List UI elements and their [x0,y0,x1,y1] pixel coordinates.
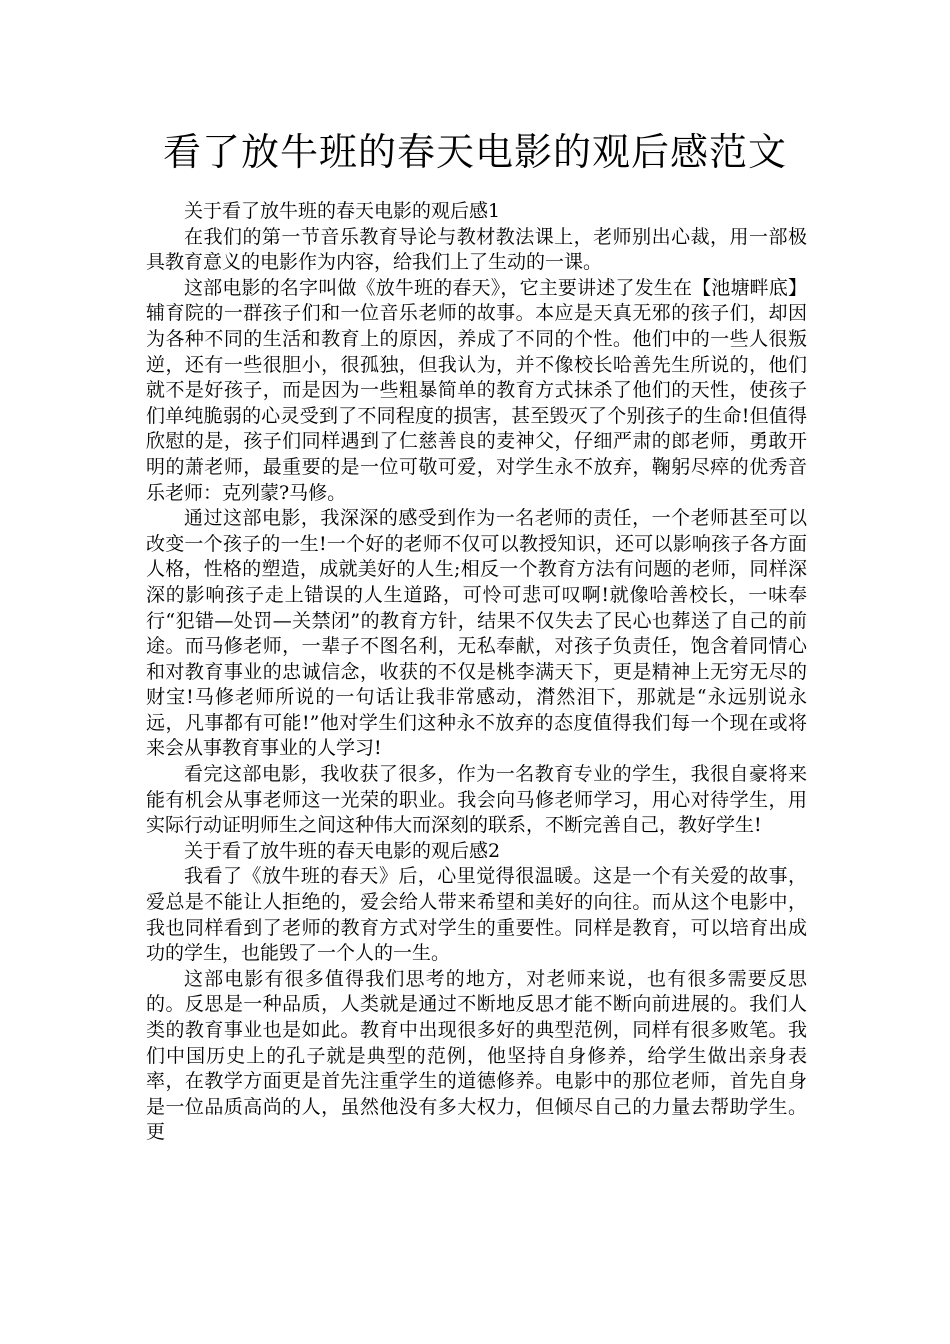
paragraph: 看完这部电影，我收获了很多，作为一名教育专业的学生，我很自豪将来能有机会从事老师这一光荣的职业。我会向马修老师学习，用心对待学生，用实际行动证明师生之间这种伟大而深刻的联系，不断完善自己，教好学生! [146,763,807,837]
paragraph: 我看了《放牛班的春天》后，心里觉得很温暖。这是一个有关爱的故事，爱总是不能让人拒绝的，爱会给人带来希望和美好的向往。而从这个电影中，我也同样看到了老师的教育方式对学生的重要性。同样是教育，可以培育出成功的学生，也能毁了一个人的一生。 [146,865,807,965]
document-body [146,199,807,1146]
paragraph: 这部电影有很多值得我们思考的地方，对老师来说，也有很多需要反思的。反思是一种品质，人类就是通过不断地反思才能不断向前进展的。我们人类的教育事业也是如此。教育中出现很多好的典型范例，同样有很多败笔。我们中国历史上的孔子就是典型的范例，他坚持自身修养，给学生做出亲身表率，在教学方面更是首先注重学生的道德修养。电影中的那位老师，首先自身是一位品质高尚的人，虽然他没有多大权力，但倾尽自己的力量去帮助学生。更 [146,967,807,1144]
section-heading-1: 关于看了放牛班的春天电影的观后感1 [184,200,501,222]
section-heading-2: 关于看了放牛班的春天电影的观后感2 [184,839,501,862]
paragraph: 这部电影的名字叫做《放牛班的春天》，它主要讲述了发生在【池塘畔底】辅育院的一群孩子们和一位音乐老师的故事。本应是天真无邪的孩子们，却因为各种不同的生活和教育上的原因，养成了不同的个性。他们中的一些人很叛逆，还有一些很胆小，很孤独，但我认为，并不像校长哈善先生所说的，他们就不是好孩子，而是因为一些粗暴简单的教育方式抹杀了他们的天性，使孩子们单纯脆弱的心灵受到了不同程度的损害，甚至毁灭了个别孩子的生命!但值得欣慰的是，孩子们同样遇到了仁慈善良的麦神父，仔细严肃的郎老师，勇敢开明的萧老师，最重要的是一位可敬可爱，对学生永不放弃，鞠躬尽瘁的优秀音乐老师：克列蒙?马修。 [146,276,807,504]
paragraph: 通过这部电影，我深深的感受到作为一名老师的责任，一个老师甚至可以改变一个孩子的一生!一个好的老师不仅可以教授知识，还可以影响孩子各方面人格，性格的塑造，成就美好的人生;相反一个教育方法有问题的老师，同样深深的影响孩子走上错误的人生道路，可怜可悲可叹啊!就像哈善校长，一味奉行“犯错—处罚—关禁闭”的教育方针，结果不仅失去了民心也葬送了自己的前途。而马修老师，一辈子不图名利，无私奉献，对孩子负责任，饱含着同情心和对教育事业的忠诚信念，收获的不仅是桃李满天下，更是精神上无穷无尽的财宝!马修老师所说的一句话让我非常感动，潸然泪下，那就是“永远别说永远，凡事都有可能!”他对学生们这种永不放弃的态度值得我们每一个现在或将来会从事教育事业的人学习! [146,507,807,760]
paragraph: 在我们的第一节音乐教育导论与教材教法课上，老师别出心裁，用一部极具教育意义的电影作为内容，给我们上了生动的一课。 [146,225,807,274]
document-title: 看了放牛班的春天电影的观后感范文 [162,130,787,174]
